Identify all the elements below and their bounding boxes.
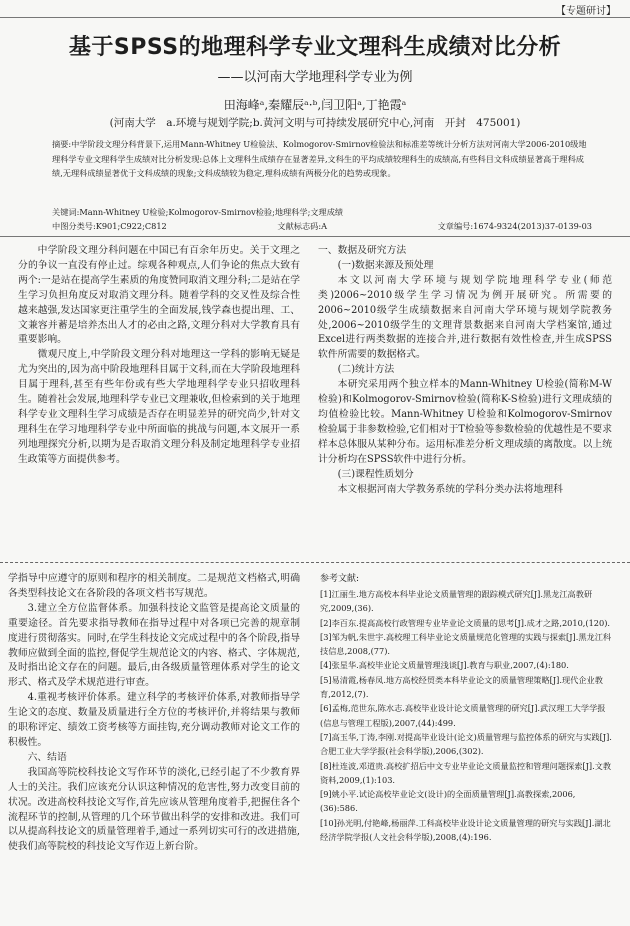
body-paragraph: 学指导中应遵守的原则和程序的相关制度。二是规范文档格式,明确各类型科技论文在各阶段的各项文档书写规范。 [8,573,300,599]
affiliation: (河南大学 a.环境与规划学院;b.黄河文明与可持续发展研究中心,河南 开封 475001) [109,117,521,129]
header-rule [0,17,630,18]
methods-column [318,244,612,497]
clc-number: 中图分类号:K901;C922;C812 [52,221,167,231]
subsection-heading: (一)数据来源及预处理 [337,259,434,271]
body-paragraph: 我国高等院校科技论文写作环节的淡化,已经引起了不少教育界人士的关注。我们应该充分认识这种情况的危害性,努力改变目前的状况。改进高校科技论文写作,首先应该从管理角度着手,把握住各个流程环节的控制,从管理的几个环节做出科学的安排和改进。我们可以从提高科技论文的质量管理着手,通过一系列切实可行的改进措施,使我们高等院校的科技论文写作迈上新台阶。 [8,766,300,853]
intro-column [18,244,300,468]
author-list: 田海峰ᵃ,秦耀辰ᵃ·ᵇ,闫卫阳ᵃ,丁艳霞ᵃ [223,98,407,112]
methods-paragraph: 本研究采用两个独立样本的Mann-Whitney U检验(简称M-W检验)和Kolmogorov-Smirnov检验(简称K-S检验)进行文理成绩的均值检验比较。Mann-Whitney U检验和Kolmogorov-Smirnov检验属于非参数检验,它们相对于T检验等参数检验的优越性是不要求样本总体服从某种分布。运用标准差分析文理成绩的离散度。以上统计分析均在SPSS软件中进行分析。 [318,379,612,465]
reference-item: [8]杜连波,邓道贵.高校扩招后中文专业毕业论文质量监控和管理问题探索[J].文教资料,2009,(1):103. [320,760,612,785]
intro-paragraph: 微观尺度上,中学阶段文理分科对地理这一学科的影响无疑是尤为突出的,因为高中阶段地理科目属于文科,而在大学阶段地理科目属于理科,甚至有些年份或有些大学地理科学专业只招收理科生。随着社会发展,地理科学专业已文理兼收,但检索到的关于地理科学专业文理科生学习成绩是否存在明显差异的研究尚少,针对文理科生在学习地理科学专业中所面临的挑战与问题,本文展开一系列地理探究分析,以期为是否取消文理分科及制定地理科学专业招生政策等方面提供参考。 [18,349,300,465]
previous-article-column [8,572,300,855]
reference-list [320,572,612,844]
body-paragraph: 4.重视考核评价体系。建立科学的考核评价体系,对教师指导学生论文的态度、数量及质量进行全方位的考核评价,并将结果与教师的职称评定、绩效工资考核等方面挂钩,充分调动教师对论文工作的积极性。 [8,692,300,748]
classification-line [52,221,592,232]
reference-item: [4]张星华.高校毕业论文质量管理浅谈[J].教育与职业,2007,(4):180. [320,660,569,671]
references-title: 参考文献: [320,574,360,584]
reference-item: [2]李百东.提高高校行政管理专业毕业论文质量的思考[J].成才之路,2010,(120). [320,617,611,628]
subsection-heading: (二)统计方法 [337,364,395,376]
section-heading: 一、数据及研究方法 [318,245,407,256]
reference-item: [10]孙光明,付艳峰,杨丽萍.工科高校毕业设计论文质量管理的研究与实践[J].湖北经济学院学报(人文社会科学版),2008,(4):196. [320,817,611,843]
article-separator [0,562,630,563]
body-paragraph: 3.建立全方位监督体系。加强科技论文监管是提高论文质量的重要途径。首先要求指导教师在指导过程中对各项已完善的规章制度进行贯彻落实。同时,在学生科技论文完成过程中的各个阶段,指导教师应做到全面的监控,督促学生规范论文的内容、格式、字体规范,及时指出论文存在的问题。最后,由各级质量管理体系对学生的论文形式、格式及学术规范进行审查。 [8,602,300,689]
methods-paragraph: 本文根据河南大学教务系统的学科分类办法将地理科 [337,483,563,495]
intro-paragraph: 中学阶段文理分科问题在中国已有百余年历史。关于文理之分的争议一直没有停止过。综观各种观点,人们争论的焦点大致有两个:一是站在提高学生素质的角度赞同取消文理分科;二是站在学生学习负担角度反对取消文理分科。随着学科的交叉性及综合性越来越强,发达国家更注重学生的全面发展,钱学森也提出理、工、文兼容并蓄是培养杰出人才的必由之路,文理分科对大学教育具有重要影响。 [18,245,300,346]
abstract-rule [0,236,630,237]
reference-item: [1]江丽生.地方高校本科毕业论文质量管理的跟踪模式研究[J].黑龙江高教研究,2009,(36). [320,589,593,614]
reference-item: [7]高玉华,丁涛,李刚.对提高毕业设计(论文)质量管理与监控体系的研究与实践[J].合肥工业大学学报(社会科学版),2006,(302). [320,731,612,757]
reference-item: [3]邹为帆,朱世宇.高校理工科毕业论文质量规范化管理的实践与探索[J].黑龙江科技信息,2008,(77). [320,631,612,657]
section-heading: 六、结语 [27,751,67,763]
article-number: 文章编号:1674-9324(2013)37-0139-03 [437,221,592,231]
document-code: 文献标志码:A [277,221,327,231]
methods-paragraph: 本文以河南大学环境与规划学院地理科学专业(师范类)2006~2010级学生学习情况为例开展研究。所需要的2006~2010级学生成绩数据来自河南大学环境与规划学院教务处,2006~2010级学生的文理背景数据来自河南大学档案馆,通过Excel进行两类数据的连接合并,进行数据有效性检查,并生成SPSS软件所需要的数据格式。 [318,274,612,361]
keywords: 关键词:Mann-Whitney U检验;Kolmogorov-Smirnov检验;地理科学;文理成绩 [52,207,344,217]
paper-title: 基于SPSS的地理科学专业文理科生成绩对比分析 [68,35,562,60]
reference-item: [6]孟梅,范世东,陈水志.高校毕业设计论文质量管理的研究[J].武汉理工大学学报(信息与管理工程版),2007,(44):499. [320,703,606,728]
reference-item: [9]姚小平.试论高校毕业论文(设计)的全面质量管理[J].高教探索,2006,(36):586. [320,789,576,814]
paper-subtitle: ——以河南大学地理科学专业为例 [217,70,413,85]
reference-item: [5]易清霞,杨春凤.地方高校经贸类本科毕业论文的质量管理策略[J].现代企业教育,2012,(7). [320,674,603,700]
abstract: 摘要:中学阶段文理分科背景下,运用Mann-Whitney U检验法、Kolmogorov-Smirnov检验法和标准差等统计分析方法对河南大学2006-2010级地理科学专业文理科学生成绩对比分析发现:总体上文理科生成绩存在显著差异,文科生的平均成绩较理科生的成绩高,有些科目文科成绩显著高于理科成绩,无理科成绩显著优于文科成绩的现象;文科成绩较为稳定,理科成绩有两极分化的趋势或现象。 [52,139,587,179]
column-tag: 【专题研讨】 [556,6,616,17]
subsection-heading: (三)课程性质划分 [337,468,414,480]
